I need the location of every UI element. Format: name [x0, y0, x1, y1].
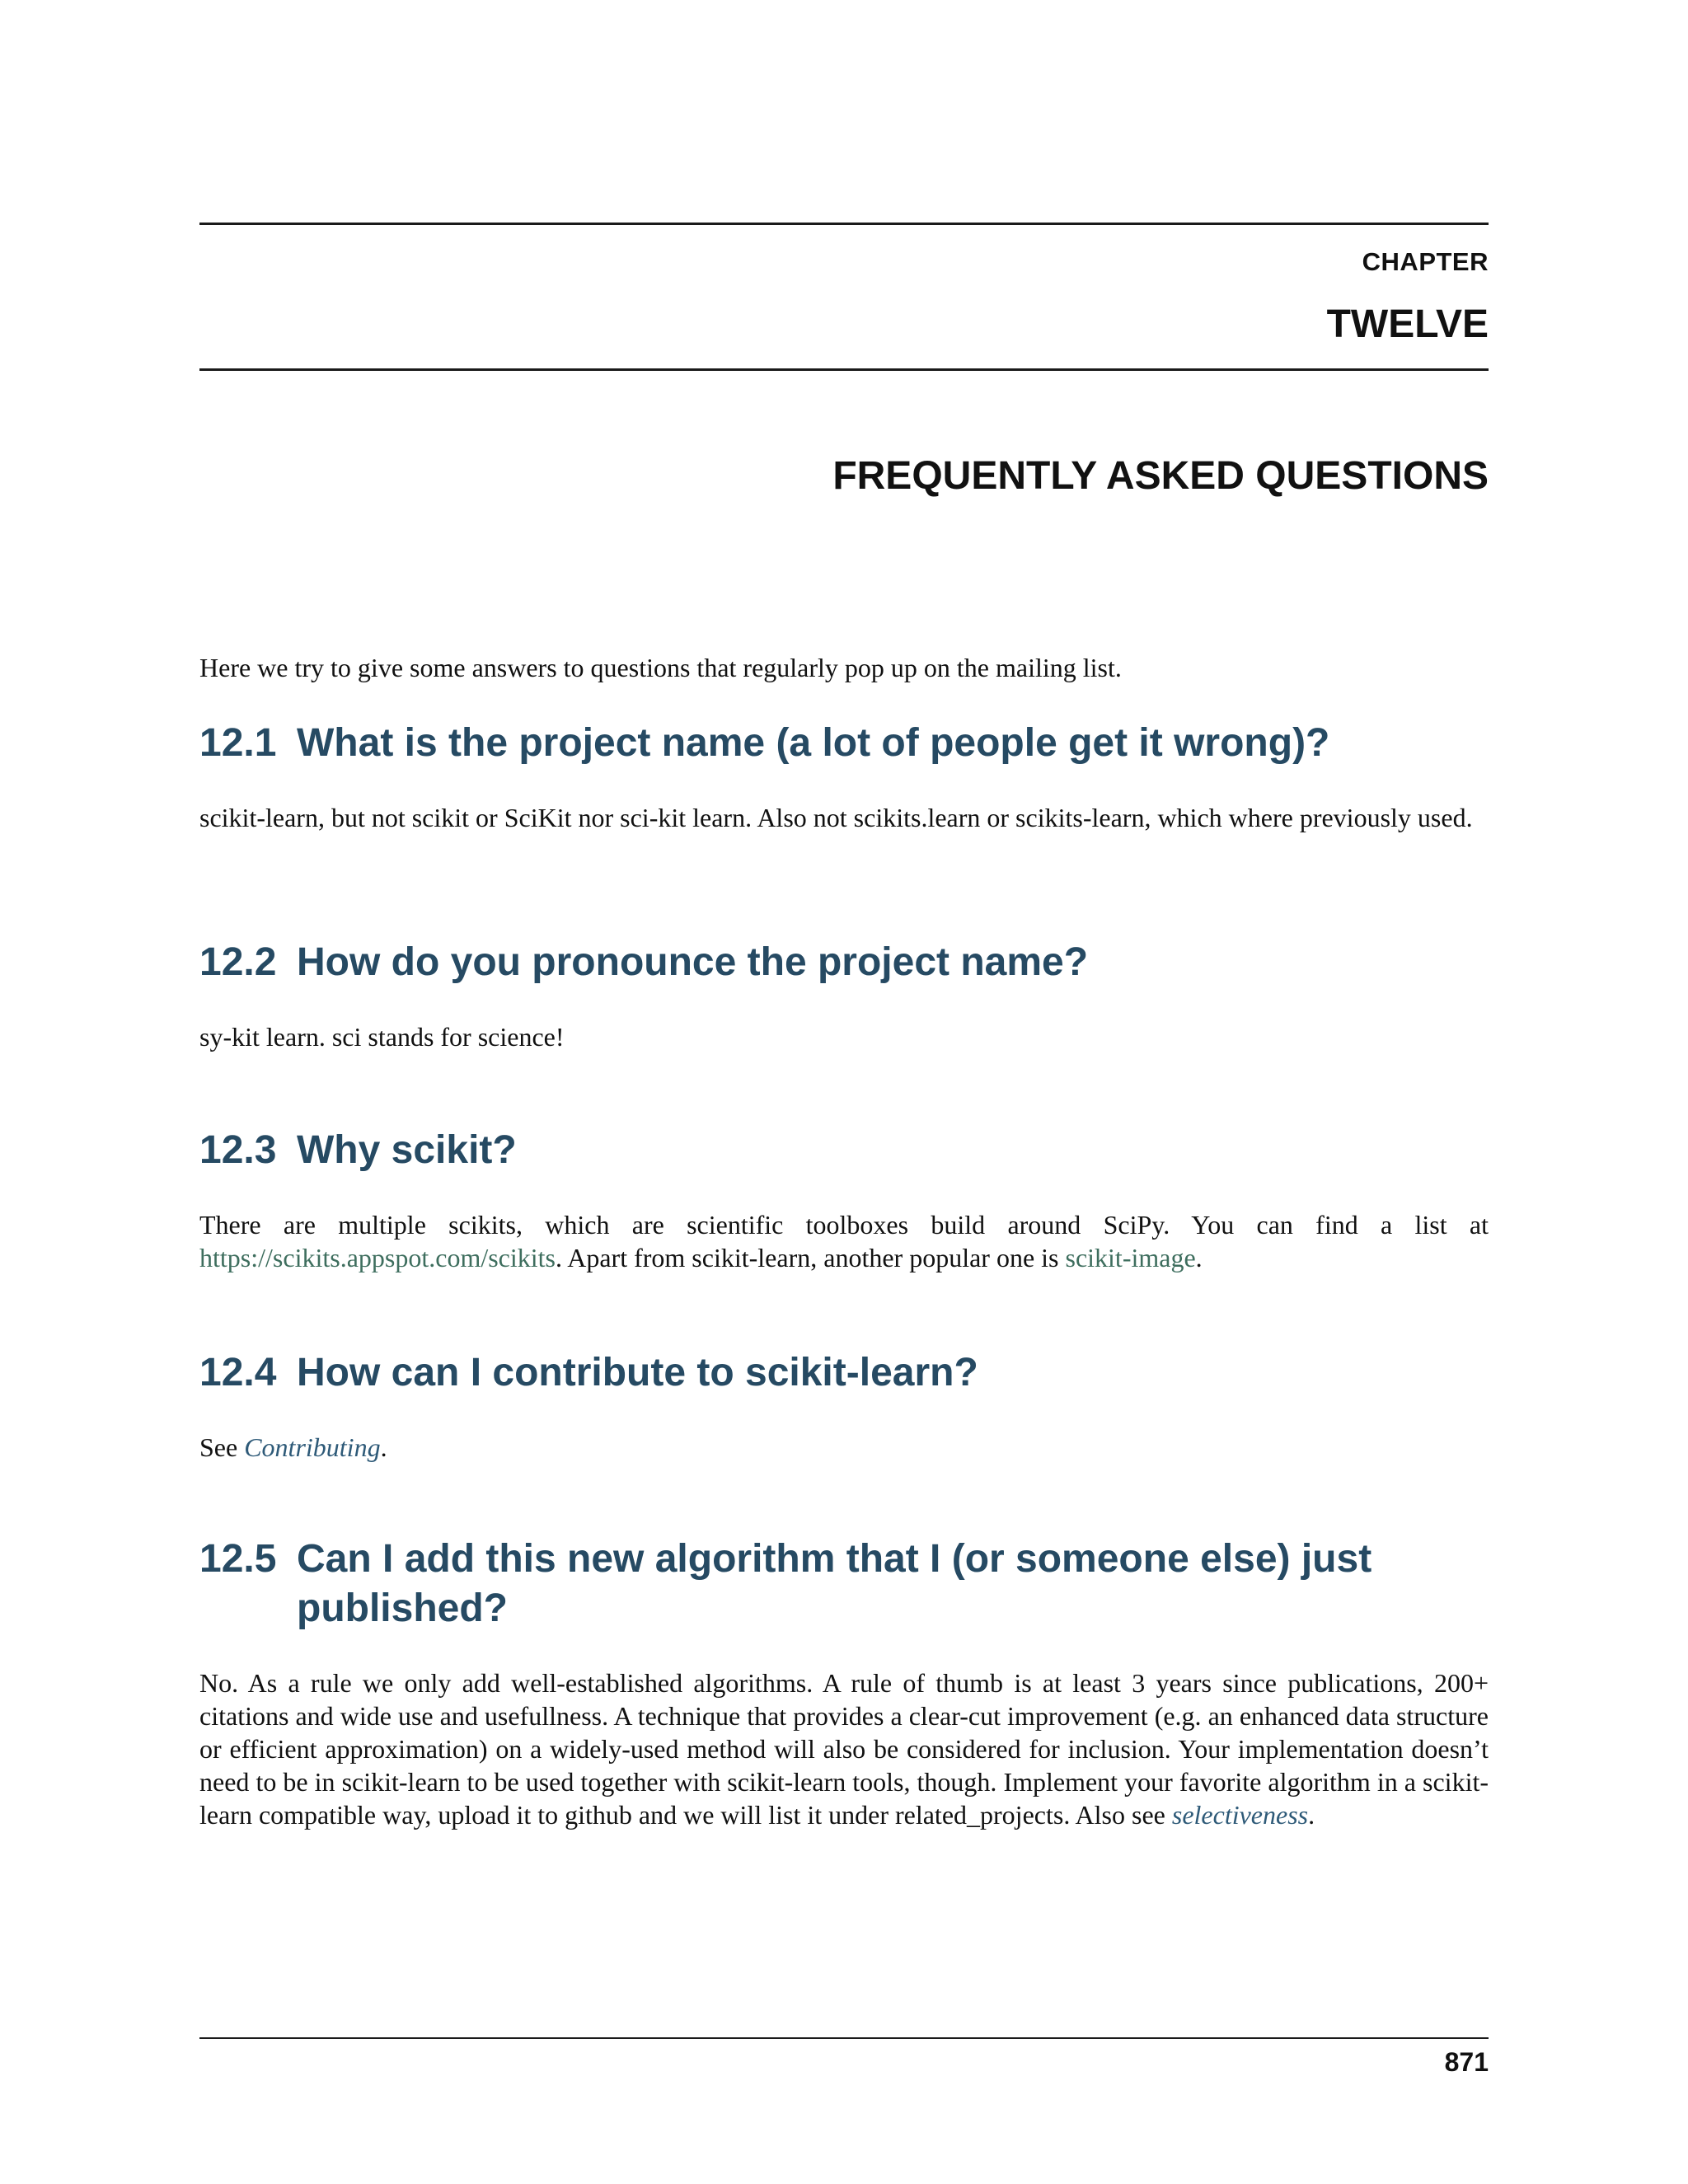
- section-new-algorithm: [199, 1535, 1489, 1831]
- section-number: 12.3: [199, 1128, 277, 1172]
- section-heading: [199, 1535, 1489, 1633]
- body-text: .: [380, 1432, 387, 1462]
- page-number: 871: [1444, 2047, 1489, 2077]
- body-text: .: [1308, 1800, 1315, 1830]
- section-title: Why scikit?: [297, 1128, 517, 1172]
- section-body: [199, 1431, 1489, 1464]
- chapter-bottom-rule: [199, 368, 1489, 371]
- section-title: How do you pronounce the project name?: [297, 940, 1089, 984]
- chapter-top-rule: [199, 223, 1489, 225]
- section-contribute: [199, 1348, 1489, 1464]
- section-title: What is the project name (a lot of people get it wrong)?: [297, 721, 1330, 765]
- section-body: [199, 1666, 1489, 1831]
- selectiveness-link[interactable]: selectiveness: [1171, 1800, 1309, 1830]
- section-body: [199, 1208, 1489, 1274]
- section-heading: [199, 1126, 1489, 1175]
- section-heading: [199, 938, 1489, 987]
- section-heading: [199, 1348, 1489, 1398]
- body-text: There are multiple scikits, which are scientific toolboxes build around SciPy. You can find a list at: [199, 1210, 1489, 1240]
- section-number: 12.5: [199, 1537, 277, 1581]
- section-title: How can I contribute to scikit-learn?: [297, 1351, 978, 1394]
- scikit-image-link[interactable]: scikit-image: [1065, 1243, 1196, 1272]
- section-body: sy-kit learn. sci stands for science!: [199, 1022, 565, 1052]
- contributing-link[interactable]: Contributing: [244, 1432, 381, 1462]
- intro-paragraph: Here we try to give some answers to questions that regularly pop up on the mailing list.: [199, 653, 1122, 682]
- chapter-label: CHAPTER: [1362, 247, 1489, 276]
- section-number: 12.4: [199, 1351, 277, 1394]
- section-project-name: [199, 719, 1489, 834]
- section-pronounce: [199, 938, 1489, 1053]
- chapter-title: FREQUENTLY ASKED QUESTIONS: [832, 454, 1489, 498]
- body-text: No. As a rule we only add well-established algorithms. A rule of thumb is at least 3 years since publications, 200+ citations and wide use and usefullness. A technique that provides a clear-cut improvement (e.g. an enhanced data structure or efficient approximation) on a widely-used method will also be considered for inclusion. Your implementation doesn’t need to be in scikit-learn to be used together with scikit-learn tools, though. Implement your favorite algorithm in a scikit-learn compatible way, upload it to github and we will list it under related_projects. Also see: [199, 1668, 1489, 1830]
- chapter-number: TWELVE: [1326, 302, 1489, 346]
- section-heading: [199, 719, 1489, 768]
- section-why-scikit: [199, 1126, 1489, 1274]
- footer-rule: [199, 2037, 1489, 2039]
- body-text: . Apart from scikit-learn, another popular one is: [556, 1243, 1066, 1272]
- scikits-list-link[interactable]: https://scikits.appspot.com/scikits: [199, 1243, 556, 1272]
- body-text: See: [199, 1432, 245, 1462]
- section-title: Can I add this new algorithm that I (or someone else) just published?: [297, 1537, 1372, 1630]
- section-body: scikit-learn, but not scikit or SciKit nor sci-kit learn. Also not scikits.learn or scikits-learn, which where previously used.: [199, 803, 1473, 832]
- section-number: 12.2: [199, 940, 277, 984]
- body-text: .: [1195, 1243, 1203, 1272]
- page: [199, 0, 1489, 2184]
- section-number: 12.1: [199, 721, 277, 765]
